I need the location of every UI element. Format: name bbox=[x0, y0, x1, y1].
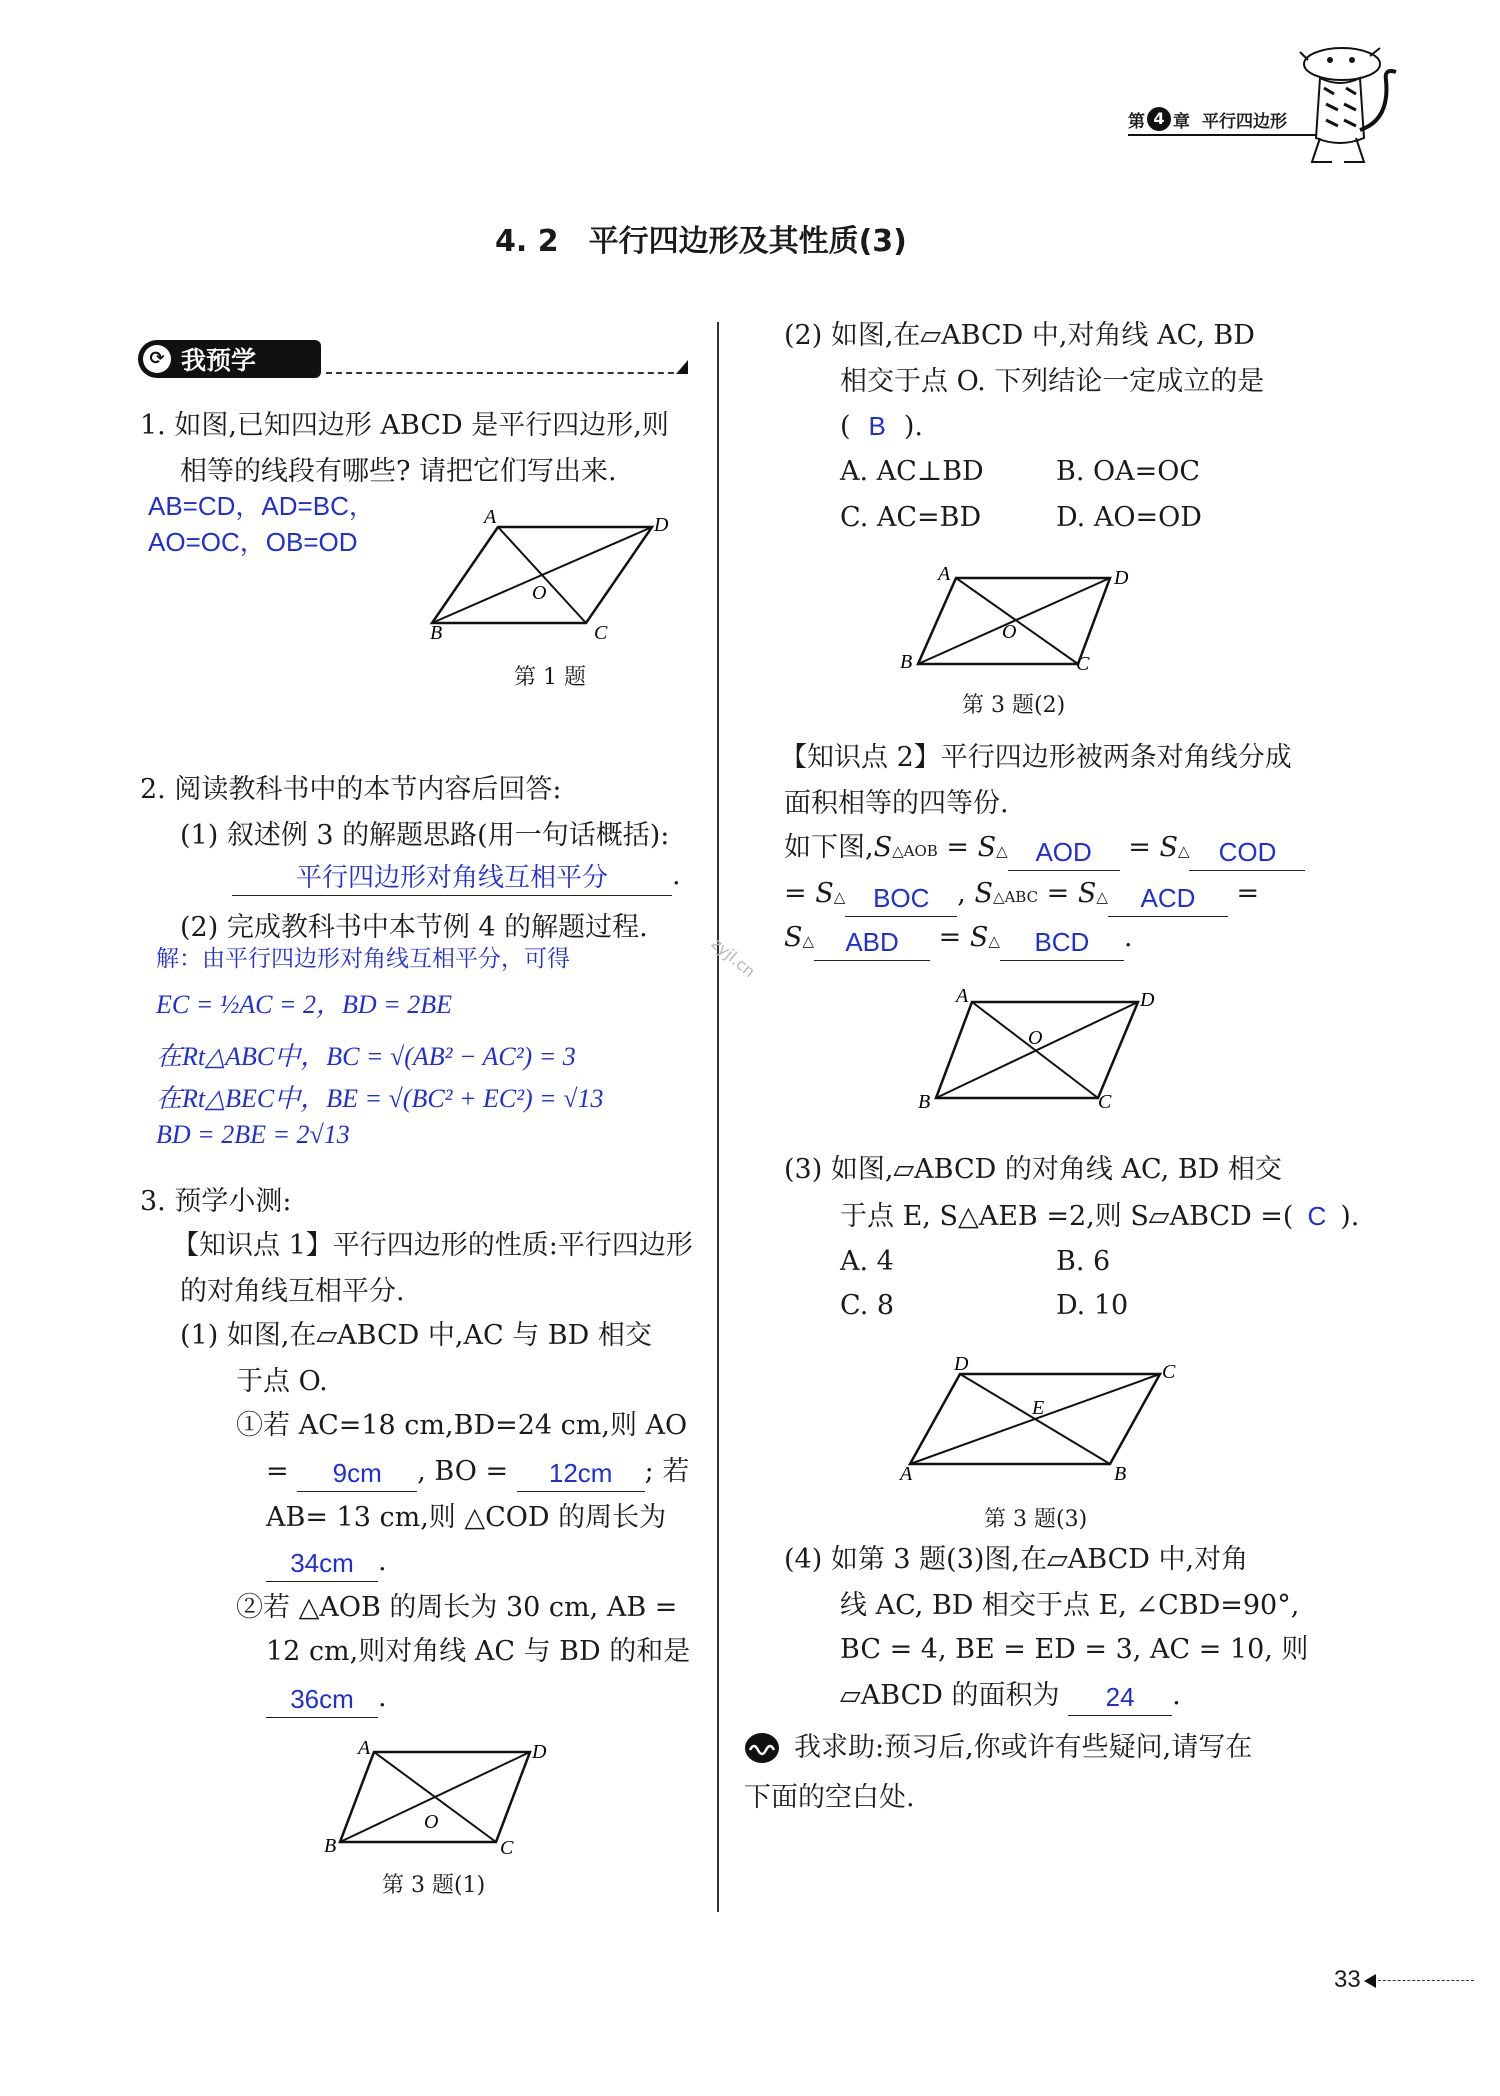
svg-text:C: C bbox=[1076, 653, 1090, 675]
q3-p1-eq: = bbox=[266, 1456, 289, 1487]
section-banner bbox=[138, 340, 321, 378]
q2-work-line-5: BD = 2BE = 2√13 bbox=[156, 1120, 350, 1149]
q3-p3-option-b: B. 6 bbox=[1056, 1246, 1111, 1277]
q1-text-2: 相等的线段有哪些? 请把它们写出来. bbox=[180, 456, 617, 487]
q1-answer-2: AO=OC，OB=OD bbox=[148, 527, 358, 557]
tiger-mascot-icon bbox=[1290, 38, 1408, 172]
q3-p4-text: ▱ABCD 的面积为 bbox=[840, 1680, 1060, 1711]
chapter-prefix: 第 bbox=[1128, 111, 1145, 132]
svg-text:B: B bbox=[324, 1835, 337, 1857]
svg-text:C: C bbox=[1162, 1361, 1176, 1383]
q3-answer-perimeter: 34cm bbox=[266, 1545, 378, 1582]
section-icon: ⟳ bbox=[143, 345, 171, 373]
svg-text:B: B bbox=[918, 1091, 931, 1113]
q3-2-parallelogram-figure bbox=[892, 560, 1162, 680]
q3-p2-option-a: A. AC⊥BD bbox=[840, 456, 984, 487]
q3-1-parallelogram-figure bbox=[320, 1738, 560, 1858]
svg-text:A: A bbox=[484, 506, 497, 528]
svg-text:D: D bbox=[954, 1353, 969, 1375]
q3-answer-ao: 9cm bbox=[297, 1455, 417, 1492]
q2-sub1-answer: 平行四边形对角线互相平分 bbox=[232, 859, 672, 896]
q3-p3-option-c: C. 8 bbox=[840, 1290, 895, 1321]
svg-text:B: B bbox=[1114, 1463, 1127, 1482]
svg-text:O: O bbox=[532, 582, 547, 604]
help-icon bbox=[744, 1732, 780, 1764]
q3-p3-option-a: A. 4 bbox=[840, 1246, 894, 1277]
svg-text:A: A bbox=[938, 563, 951, 585]
q3-p4-line-2: 线 AC, BD 相交于点 E, ∠CBD=90°, bbox=[840, 1590, 1300, 1621]
q1-parallelogram-figure bbox=[420, 505, 680, 645]
q3-answer-aod: AOD bbox=[1008, 834, 1120, 871]
q3-kp1-line-1: 【知识点 1】平行四边形的性质:平行四边形 bbox=[172, 1230, 693, 1261]
chapter-number: 4 bbox=[1147, 107, 1171, 131]
q3-answer-boc: BOC bbox=[845, 880, 957, 917]
q3-kp2-line-2: 面积相等的四等份. bbox=[784, 788, 1009, 819]
svg-text:O: O bbox=[424, 1811, 439, 1833]
q3-answer-abd: ABD bbox=[814, 924, 930, 961]
section-rule-arrow-icon bbox=[676, 360, 688, 374]
column-divider bbox=[717, 322, 719, 1912]
q1-figure-caption: 第 1 题 bbox=[514, 665, 586, 690]
q3-2-figure-caption: 第 3 题(2) bbox=[962, 693, 1066, 718]
q3-p1-bo-label: , BO = bbox=[417, 1456, 509, 1487]
svg-text:A: A bbox=[358, 1738, 371, 1759]
q3-p3-text: 于点 E, S△AEB =2,则 S▱ABCD =( bbox=[840, 1201, 1294, 1232]
q3-p1-line-7: ②若 △AOB 的周长为 30 cm, AB = bbox=[236, 1592, 678, 1623]
svg-text:D: D bbox=[1140, 989, 1155, 1011]
svg-text:B: B bbox=[900, 651, 913, 673]
q3-p1-line-4 bbox=[266, 1452, 689, 1492]
page-arrow-icon bbox=[1364, 1974, 1376, 1988]
q3-p2-line-1: (2) 如图,在▱ABCD 中,对角线 AC, BD bbox=[784, 320, 1255, 351]
page-dashed-rule bbox=[1378, 1980, 1474, 1981]
q2-work-line-2: EC = ½AC = 2，BD = 2BE bbox=[156, 990, 453, 1019]
svg-text:O: O bbox=[1002, 621, 1017, 643]
chapter-header bbox=[1128, 106, 1287, 132]
chapter-suffix: 章 bbox=[1173, 111, 1190, 132]
q3-kp2-line-4: = S△ BOC , S△ABC = S△ ACD = bbox=[784, 874, 1259, 917]
q3-3-parallelogram-figure bbox=[890, 1352, 1190, 1482]
q3-p2-line-3: ( B ). bbox=[840, 411, 924, 442]
q3-p2-option-c: C. AC=BD bbox=[840, 502, 982, 533]
q3-answer-p4: 24 bbox=[1068, 1679, 1172, 1716]
q3-p4-line-1: (4) 如第 3 题(3)图,在▱ABCD 中,对角 bbox=[784, 1544, 1249, 1575]
q2-work-line-1: 解：由平行四边形对角线互相平分，可得 bbox=[156, 946, 570, 972]
svg-text:D: D bbox=[654, 514, 669, 536]
svg-text:A: A bbox=[900, 1463, 913, 1482]
q3-kp2-line-1: 【知识点 2】平行四边形被两条对角线分成 bbox=[780, 742, 1292, 773]
q2-work-line-4: 在Rt△BEC中，BE = √(BC² + EC²) = √13 bbox=[156, 1084, 604, 1113]
q3-1-figure-caption: 第 3 题(1) bbox=[382, 1873, 486, 1898]
q3-answer-bo: 12cm bbox=[517, 1455, 645, 1492]
q2-sub1-blank: 平行四边形对角线互相平分 . bbox=[232, 856, 681, 896]
q3-answer-bcd: BCD bbox=[1000, 924, 1124, 961]
help-text-1: 我求助:预习后,你或许有些疑问,请写在 bbox=[794, 1732, 1253, 1763]
svg-text:C: C bbox=[1098, 1091, 1112, 1113]
q1-answer-1: AB=CD，AD=BC， bbox=[148, 491, 375, 521]
q3-p1-line-6: 34cm . bbox=[266, 1542, 387, 1582]
chapter-title: 平行四边形 bbox=[1202, 111, 1287, 132]
q3-p1-line-1: (1) 如图,在▱ABCD 中,AC 与 BD 相交 bbox=[180, 1320, 652, 1351]
q3-kp2-line-3: 如下图,S△AOB = S△ AOD = S△ COD bbox=[784, 828, 1305, 871]
q2-text-1: 2. 阅读教科书中的本节内容后回答: bbox=[140, 774, 562, 805]
q2-sub1-text: (1) 叙述例 3 的解题思路(用一句话概括): bbox=[180, 820, 670, 851]
q2-work-line-3: 在Rt△ABC中，BC = √(AB² − AC²) = 3 bbox=[156, 1042, 576, 1071]
q2-sub2-text: (2) 完成教科书中本节例 4 的解题过程. bbox=[180, 912, 648, 943]
q3-answer-sum: 36cm bbox=[266, 1681, 378, 1718]
q3-3-figure-caption: 第 3 题(3) bbox=[984, 1507, 1088, 1532]
q3-p2-option-b: B. OA=OC bbox=[1056, 456, 1201, 487]
q3-answer-p3: C bbox=[1307, 1201, 1327, 1231]
svg-text:O: O bbox=[1028, 1027, 1043, 1049]
q3-p3-option-d: D. 10 bbox=[1056, 1290, 1129, 1321]
svg-text:A: A bbox=[956, 985, 969, 1007]
svg-text:D: D bbox=[532, 1741, 547, 1763]
help-text-2: 下面的空白处. bbox=[744, 1782, 915, 1813]
q3-p2-line-2: 相交于点 O. 下列结论一定成立的是 bbox=[840, 366, 1265, 397]
svg-text:B: B bbox=[430, 622, 443, 644]
kp2-parallelogram-figure bbox=[912, 984, 1172, 1114]
q3-p1-line-3: ①若 AC=18 cm,BD=24 cm,则 AO bbox=[236, 1410, 688, 1441]
watermark: zyjl.cn bbox=[707, 933, 759, 982]
q3-answer-p2: B bbox=[868, 411, 886, 441]
page-title: 4. 2 平行四边形及其性质(3) bbox=[495, 224, 907, 259]
q3-p1-tail: ; 若 bbox=[644, 1456, 690, 1487]
q3-kp2-line-5: S△ ABD = S△ BCD . bbox=[784, 918, 1132, 961]
svg-text:E: E bbox=[1032, 1397, 1045, 1419]
page-number: 33 bbox=[1334, 1966, 1361, 1993]
q3-kp1-line-2: 的对角线互相平分. bbox=[180, 1276, 405, 1307]
q3-p2-option-d: D. AO=OD bbox=[1056, 502, 1202, 533]
svg-text:C: C bbox=[594, 622, 608, 644]
section-label: 我预学 bbox=[181, 346, 257, 375]
q3-p4-line-4: ▱ABCD 的面积为 24 . bbox=[840, 1676, 1181, 1716]
q3-answer-cod: COD bbox=[1189, 834, 1305, 871]
q3-p3-line-1: (3) 如图,▱ABCD 的对角线 AC, BD 相交 bbox=[784, 1154, 1282, 1185]
svg-text:D: D bbox=[1114, 567, 1129, 589]
q3-answer-acd: ACD bbox=[1108, 880, 1228, 917]
q3-p1-line-5: AB= 13 cm,则 △COD 的周长为 bbox=[266, 1502, 667, 1533]
svg-text:C: C bbox=[500, 1837, 514, 1858]
q3-text-1: 3. 预学小测: bbox=[140, 1186, 292, 1217]
q3-p1-line-2: 于点 O. bbox=[236, 1366, 328, 1397]
section-dashed-rule bbox=[326, 372, 684, 374]
q1-text-1: 1. 如图,已知四边形 ABCD 是平行四边形,则 bbox=[140, 410, 669, 441]
q3-p1-line-9: 36cm . bbox=[266, 1678, 387, 1718]
q3-kp2-intro: 如下图, bbox=[784, 832, 874, 863]
q3-p3-line-2: 于点 E, S△AEB =2,则 S▱ABCD =( C ). bbox=[840, 1201, 1360, 1232]
q3-p4-line-3: BC = 4, BE = ED = 3, AC = 10, 则 bbox=[840, 1634, 1309, 1665]
q3-p1-line-8: 12 cm,则对角线 AC 与 BD 的和是 bbox=[266, 1636, 691, 1667]
